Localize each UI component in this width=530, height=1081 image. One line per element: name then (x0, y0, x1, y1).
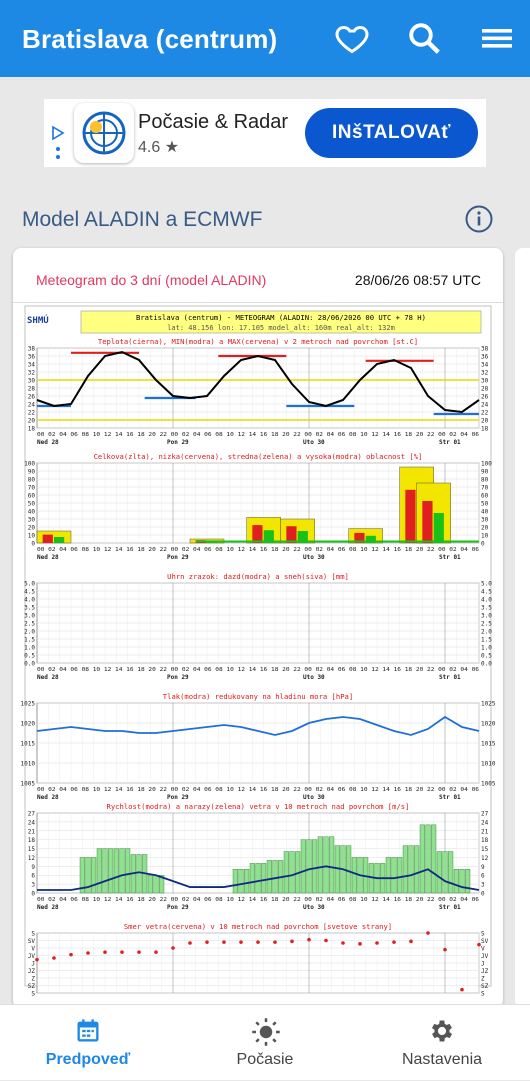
wind-direction-point (443, 948, 447, 952)
wind-gust-bar (329, 837, 334, 893)
y-tick-label: 20 (27, 417, 35, 425)
y-tick-label: 21 (481, 828, 489, 836)
wind-gust-bar (137, 854, 142, 893)
app-logo (74, 103, 134, 163)
nav-forecast-label: Predpoveď (45, 1051, 131, 1068)
wind-gust-bar (318, 837, 323, 893)
day-label: Str 01 (439, 794, 461, 801)
y-tick-label: 34 (481, 361, 489, 369)
y-tick-label: 1015 (481, 740, 496, 748)
y-tick-label: 10 (27, 532, 35, 540)
day-label: Pon 29 (167, 554, 189, 561)
gear-icon (428, 1017, 456, 1045)
wind-direction-point (273, 940, 277, 944)
wind-gust-bar (290, 852, 295, 893)
y-tick-label: 40 (27, 508, 35, 516)
wind-direction-point (35, 958, 39, 962)
panel-title: Tlak(modra) redukovany na hladinu mora [hPa] (162, 692, 354, 701)
wind-gust-bar (267, 860, 272, 893)
cloud-low-bar (422, 501, 432, 543)
wind-direction-point (154, 950, 158, 954)
day-label: Uto 30 (303, 674, 325, 681)
y-tick-label: 9 (31, 863, 35, 871)
wind-gust-bar (431, 825, 436, 893)
y-tick-label: 27 (27, 810, 35, 818)
ad-app-name: Počasie & Radar (138, 111, 289, 133)
wind-direction-point (69, 953, 73, 957)
meteogram-header-line1: Bratislava (centrum) - METEOGRAM (ALADIN: 28/06/2026 00 UTC + 78 H) (136, 313, 426, 322)
y-tick-label: 34 (27, 361, 35, 369)
y-tick-label: 2.5 (481, 620, 492, 628)
y-tick-label: 4.0 (24, 596, 35, 604)
y-tick-label: 1010 (20, 760, 35, 768)
wind-gust-bar (244, 869, 249, 893)
wind-direction-point (341, 941, 345, 945)
y-tick-label: 32 (481, 369, 489, 377)
y-tick-label: 1005 (20, 780, 35, 788)
y-tick-label: 0.0 (24, 660, 35, 668)
y-tick-label: 26 (27, 393, 35, 401)
wind-direction-point (188, 941, 192, 945)
y-tick-label: JV (481, 953, 489, 960)
y-tick-label: 24 (481, 819, 489, 827)
nav-forecast[interactable] (0, 1005, 176, 1081)
install-button[interactable]: INšTALOVAť (305, 108, 478, 158)
y-tick-label: 1020 (481, 720, 496, 728)
day-label: Uto 30 (303, 554, 325, 561)
wind-gust-bar (154, 875, 159, 893)
panel-title: Celkova(zlta), nizka(cervena), stredna(zelena) a vysoka(modra) oblacnost [%] (93, 452, 423, 461)
wind-direction-point (290, 940, 294, 944)
panel-title: Teplota(cierna), MIN(modra) a MAX(cervena) v 2 metroch nad povrchom [st.C] (97, 337, 419, 346)
day-label: Pon 29 (167, 674, 189, 681)
y-tick-label: 5.0 (24, 580, 35, 588)
y-tick-label: 70 (481, 484, 489, 492)
y-tick-label: 6 (31, 872, 35, 880)
y-tick-label: 15 (27, 846, 35, 854)
wind-gust-bar (397, 857, 402, 893)
wind-direction-point (460, 988, 464, 992)
y-tick-label: 24 (481, 401, 489, 409)
y-tick-label: 70 (27, 484, 35, 492)
y-tick-label: 5.0 (481, 580, 492, 588)
y-tick-label: 1010 (481, 760, 496, 768)
y-tick-label: V (31, 945, 35, 953)
menu-icon[interactable] (479, 20, 515, 56)
y-tick-label: 4.5 (481, 588, 492, 596)
wind-gust-bar (108, 849, 113, 893)
day-label: Ned 28 (37, 904, 59, 911)
day-label: Str 01 (439, 674, 461, 681)
cloud-mid-bar (434, 513, 444, 543)
meteogram-datetime: 28/06/26 08:57 UTC (354, 272, 481, 288)
meteogram-card[interactable] (13, 248, 503, 1008)
y-tick-label: S (31, 930, 35, 938)
y-tick-label: 1.5 (481, 636, 492, 644)
y-tick-label: 32 (27, 369, 35, 377)
wind-gust-bar (443, 852, 448, 893)
panel-title: Rychlost(modra) a narazy(zelena) vetra v 10 metroch nad povrchom [m/s] (106, 802, 410, 811)
y-tick-label: 3.0 (481, 612, 492, 620)
y-tick-label: 1005 (481, 780, 496, 788)
day-label: Uto 30 (303, 794, 325, 801)
wind-gust-bar (261, 863, 266, 893)
y-tick-label: 40 (481, 508, 489, 516)
day-label: Ned 28 (37, 794, 59, 801)
nav-weather-label: Počasie (236, 1051, 294, 1068)
y-tick-label: JZ (27, 968, 35, 975)
y-tick-label: 90 (27, 468, 35, 476)
y-tick-label: 80 (27, 476, 35, 484)
y-tick-label: 1025 (20, 700, 35, 708)
day-label: Uto 30 (303, 904, 325, 911)
heart-icon[interactable] (334, 20, 370, 56)
y-tick-label: V (481, 945, 485, 953)
y-tick-label: 3 (481, 881, 485, 889)
search-icon[interactable] (406, 20, 442, 56)
y-tick-label: 10 (481, 532, 489, 540)
y-tick-label: 2.0 (481, 628, 492, 636)
y-tick-label: 3 (31, 881, 35, 889)
wind-gust-bar (256, 863, 261, 893)
wind-direction-point (392, 940, 396, 944)
ad-choices-icon[interactable] (50, 125, 66, 165)
y-tick-label: 100 (481, 460, 492, 468)
y-tick-label: 0 (31, 540, 35, 548)
wind-direction-point (239, 940, 243, 944)
wind-gust-bar (437, 852, 442, 893)
y-tick-label: 30 (27, 516, 35, 524)
wind-direction-point (222, 940, 226, 944)
day-label: Pon 29 (167, 794, 189, 801)
wind-gust-bar (448, 852, 453, 893)
next-card-peek[interactable] (515, 248, 530, 1008)
y-tick-label: 24 (27, 401, 35, 409)
y-tick-label: 1.0 (24, 644, 35, 652)
y-tick-label: 50 (481, 500, 489, 508)
y-tick-label: 36 (27, 353, 35, 361)
y-tick-label: Z (31, 975, 35, 983)
wind-gust-bar (273, 860, 278, 893)
wind-gust-bar (114, 849, 119, 893)
cloud-low-bar (43, 535, 53, 543)
y-tick-label: 36 (481, 353, 489, 361)
wind-gust-bar (148, 875, 153, 893)
wind-gust-bar (250, 863, 255, 893)
y-tick-label: 100 (24, 460, 35, 468)
wind-direction-point (409, 940, 413, 944)
ad-rating: 4.6 ★ (138, 139, 180, 156)
wind-gust-bar (120, 849, 125, 893)
y-tick-label: SZ (481, 983, 489, 990)
y-tick-label: 18 (27, 425, 35, 433)
day-label: Uto 30 (303, 439, 325, 446)
y-tick-label: 18 (481, 425, 489, 433)
y-tick-label: 1.0 (481, 644, 492, 652)
y-tick-label: 60 (481, 492, 489, 500)
meteogram-chart (13, 303, 503, 1008)
y-tick-label: 6 (481, 872, 485, 880)
y-tick-label: 3.5 (24, 604, 35, 612)
y-tick-label: J (481, 960, 485, 968)
y-tick-label: 9 (481, 863, 485, 871)
hour-tick-labels: 00 02 04 06 08 10 12 14 16 18 20 22 00 02 04 06 08 10 12 14 16 18 20 22 00 02 04 06 08 10 12 14 16 18 20 22 00 02 04 06 (37, 787, 480, 793)
wind-gust-bar (91, 857, 96, 893)
wind-direction-point (477, 943, 481, 947)
y-tick-label: SZ (27, 983, 35, 990)
y-tick-label: 0.5 (481, 652, 492, 660)
y-tick-label: 21 (27, 828, 35, 836)
wind-direction-point (205, 940, 209, 944)
nav-weather[interactable] (177, 1005, 353, 1081)
location-title[interactable]: Bratislava (centrum) (22, 24, 278, 54)
y-tick-label: 38 (27, 345, 35, 353)
cloud-mid-bar (54, 537, 64, 543)
y-tick-label: 18 (27, 837, 35, 845)
day-label: Pon 29 (167, 904, 189, 911)
wind-direction-point (120, 950, 124, 954)
y-tick-label: 12 (481, 854, 489, 862)
y-tick-label: 38 (481, 345, 489, 353)
wind-direction-point (86, 951, 90, 955)
day-label: Str 01 (439, 904, 461, 911)
cloud-low-bar (252, 525, 262, 543)
section-title: Model ALADIN a ECMWF (22, 208, 263, 231)
y-tick-label: 2.0 (24, 628, 35, 636)
wind-direction-point (324, 939, 328, 943)
y-tick-label: 2.5 (24, 620, 35, 628)
ad-banner[interactable] (44, 99, 486, 167)
y-tick-label: 18 (481, 837, 489, 845)
wind-gust-bar (409, 846, 414, 893)
y-tick-label: SV (27, 938, 35, 945)
y-tick-label: S (481, 930, 485, 938)
y-tick-label: 50 (27, 500, 35, 508)
bottom-nav (0, 1004, 530, 1080)
y-tick-label: S (481, 990, 485, 998)
app-bar (0, 0, 530, 77)
cloud-low-bar (286, 526, 296, 543)
wind-direction-point (426, 931, 430, 935)
panel-title: Smer vetra(cervena) v 10 metroch nad povrchom [svetove strany] (123, 922, 393, 931)
wind-gust-bar (403, 846, 408, 893)
y-tick-label: 1025 (481, 700, 496, 708)
y-tick-label: 15 (481, 846, 489, 854)
day-label: Ned 28 (37, 674, 59, 681)
y-tick-label: S (31, 990, 35, 998)
wind-gust-bar (454, 869, 459, 893)
wind-gust-bar (307, 840, 312, 893)
y-tick-label: 30 (481, 516, 489, 524)
y-tick-label: 3.5 (481, 604, 492, 612)
y-tick-label: 0.5 (24, 652, 35, 660)
wind-direction-point (103, 950, 107, 954)
wind-gust-bar (386, 857, 391, 893)
y-tick-label: 1020 (20, 720, 35, 728)
wind-direction-point (137, 950, 141, 954)
wind-gust-bar (420, 825, 425, 893)
y-tick-label: 28 (27, 385, 35, 393)
wind-gust-bar (352, 857, 357, 893)
wind-direction-point (256, 940, 260, 944)
y-tick-label: Z (481, 975, 485, 983)
y-tick-label: 4.0 (481, 596, 492, 604)
y-tick-label: 22 (481, 409, 489, 417)
y-tick-label: JZ (481, 968, 489, 975)
hour-tick-labels: 00 02 04 06 08 10 12 14 16 18 20 22 00 02 04 06 08 10 12 14 16 18 20 22 00 02 04 06 08 10 12 14 16 18 20 22 00 02 04 06 (37, 667, 480, 673)
wind-gust-bar (103, 849, 108, 893)
y-tick-label: 30 (481, 377, 489, 385)
wind-gust-bar (426, 825, 431, 893)
y-tick-label: 30 (27, 377, 35, 385)
y-tick-label: 26 (481, 393, 489, 401)
shmu-logo: SHMÚ (27, 316, 49, 326)
y-tick-label: 27 (481, 810, 489, 818)
y-tick-label: 12 (27, 854, 35, 862)
wind-gust-bar (465, 869, 470, 893)
day-label: Str 01 (439, 439, 461, 446)
wind-direction-point (171, 946, 175, 950)
y-tick-label: J (31, 960, 35, 968)
wind-gust-bar (284, 852, 289, 893)
wind-direction-point (307, 938, 311, 942)
y-tick-label: 20 (481, 417, 489, 425)
wind-gust-bar (301, 840, 306, 893)
hour-tick-labels: 00 02 04 06 08 10 12 14 16 18 20 22 00 02 04 06 08 10 12 14 16 18 20 22 00 02 04 06 08 10 12 14 16 18 20 22 00 02 04 06 (37, 432, 480, 438)
y-tick-label: 60 (27, 492, 35, 500)
wind-direction-point (375, 941, 379, 945)
wind-gust-bar (312, 840, 317, 893)
wind-gust-bar (392, 857, 397, 893)
y-tick-label: 1015 (20, 740, 35, 748)
y-tick-label: 0.0 (481, 660, 492, 668)
day-label: Ned 28 (37, 439, 59, 446)
y-tick-label: 4.5 (24, 588, 35, 596)
y-tick-label: 0 (481, 540, 485, 548)
nav-settings-label: Nastavenia (401, 1051, 483, 1068)
wind-gust-bar (460, 869, 465, 893)
meteogram-header-line2: lat: 48.156 lon: 17.105 model_alt: 160m real_alt: 132m (167, 324, 395, 332)
sun-icon (251, 1017, 281, 1047)
y-tick-label: 80 (481, 476, 489, 484)
hour-tick-labels: 00 02 04 06 08 10 12 14 16 18 20 22 00 02 04 06 08 10 12 14 16 18 20 22 00 02 04 06 08 10 12 14 16 18 20 22 00 02 04 06 (37, 897, 480, 903)
wind-gust-bar (125, 849, 130, 893)
y-tick-label: 28 (481, 385, 489, 393)
wind-gust-bar (239, 869, 244, 893)
nav-settings[interactable] (354, 1005, 530, 1081)
day-label: Str 01 (439, 554, 461, 561)
day-label: Ned 28 (37, 554, 59, 561)
y-tick-label: 20 (481, 524, 489, 532)
wind-direction-point (358, 942, 362, 946)
calendar-icon (74, 1017, 102, 1045)
y-tick-label: 22 (27, 409, 35, 417)
y-tick-label: JV (27, 953, 35, 960)
y-tick-label: 90 (481, 468, 489, 476)
y-tick-label: 20 (27, 524, 35, 532)
wind-gust-bar (346, 846, 351, 893)
panel-title: Uhrn zrazok: dazd(modra) a sneh(siva) [mm] (167, 572, 349, 581)
y-tick-label: SV (481, 938, 489, 945)
wind-gust-bar (414, 846, 419, 893)
wind-gust-bar (324, 837, 329, 893)
y-tick-label: 24 (27, 819, 35, 827)
info-icon[interactable] (464, 204, 494, 234)
y-tick-label: 0 (481, 890, 485, 898)
day-label: Pon 29 (167, 439, 189, 446)
wind-gust-bar (233, 869, 238, 893)
wind-gust-bar (97, 849, 102, 893)
y-tick-label: 1.5 (24, 636, 35, 644)
meteogram-title: Meteogram do 3 dní (model ALADIN) (36, 272, 267, 288)
cloud-low-bar (405, 490, 415, 543)
hour-tick-labels: 00 02 04 06 08 10 12 14 16 18 20 22 00 02 04 06 08 10 12 14 16 18 20 22 00 02 04 06 08 10 12 14 16 18 20 22 00 02 04 06 (37, 547, 480, 553)
y-tick-label: 0 (31, 890, 35, 898)
wind-direction-point (52, 956, 56, 960)
y-tick-label: 3.0 (24, 612, 35, 620)
